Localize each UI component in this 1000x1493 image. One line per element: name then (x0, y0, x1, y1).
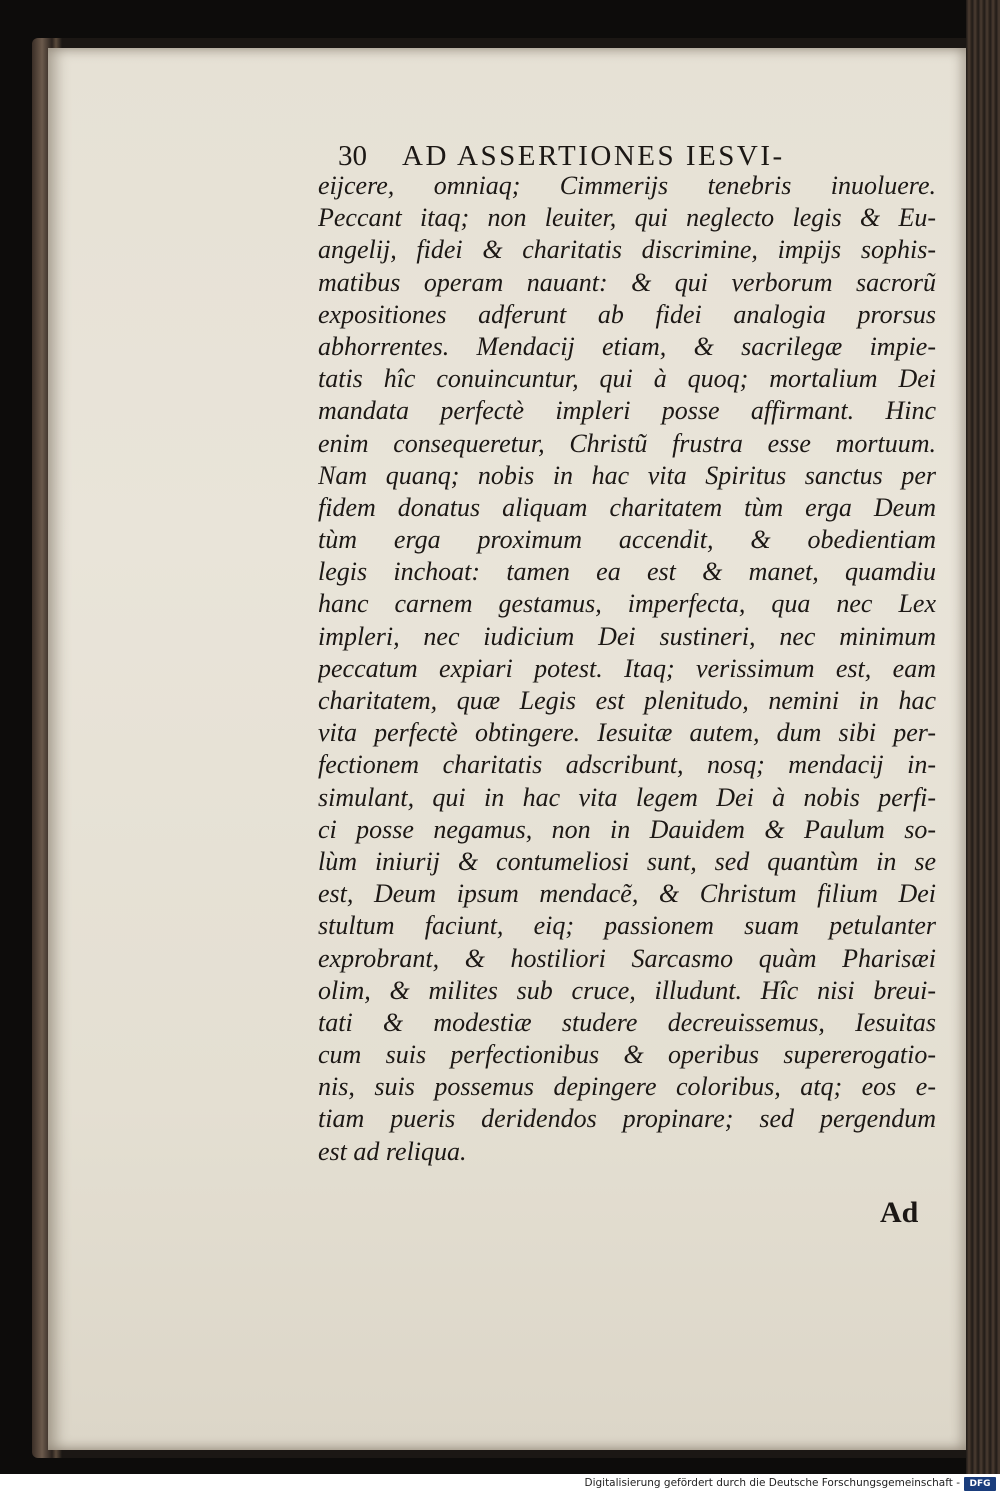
text-line: ci posse negamus, non in Dauidem & Paulum so- (318, 814, 936, 844)
text-line: fidem donatus aliquam charitatem tùm erga Deum (318, 492, 936, 522)
dfg-logo: DFG (964, 1477, 996, 1491)
text-line: charitatem, quæ Legis est plenitudo, nemini in hac (318, 686, 936, 715)
text-line: Nam quanq; nobis in hac vita Spiritus sanctus per (318, 460, 936, 490)
text-line: cum suis perfectionibus & operibus supererogatio- (318, 1040, 936, 1070)
digitization-credit: Digitalisierung gefördert durch die Deutsche Forschungsgemeinschaft - (584, 1477, 960, 1489)
text-line: vita perfectè obtingere. Iesuitæ autem, dum sibi per- (318, 718, 936, 748)
text-line: peccatum expiari potest. Itaq; verissimum est, eam (318, 653, 936, 683)
text-line: tiam pueris deridendos propinare; sed pergendum (318, 1104, 936, 1134)
text-line: abhorrentes. Mendacij etiam, & sacrilegæ impie- (318, 331, 936, 361)
text-line: nis, suis possemus depingere coloribus, atq; eos e- (318, 1072, 936, 1102)
text-line: stultum faciunt, eiq; passionem suam petulanter (318, 911, 936, 941)
text-line: est ad reliqua. (318, 1136, 467, 1166)
text-line: exprobrant, & hostiliori Sarcasmo quàm Pharisæi (318, 943, 936, 973)
page-number: 30 (338, 140, 367, 172)
text-line: tati & modestiæ studere decreuissemus, Iesuitas (318, 1007, 936, 1037)
text-line: lùm iniurij & contumeliosi sunt, sed quantùm in se (318, 846, 936, 876)
catchword: Ad (880, 1196, 919, 1229)
text-line: olim, & milites sub cruce, illudunt. Hîc nisi breui- (318, 975, 936, 1005)
running-head-title: AD ASSERTIONES IESVI- (402, 140, 785, 172)
text-line: enim consequeretur, Christũ frustra esse mortuum. (318, 428, 936, 458)
text-line: tatis hîc conuincuntur, qui à quoq; mortalium Dei (318, 364, 936, 394)
text-line: hanc carnem gestamus, imperfecta, qua nec Lex (318, 589, 936, 619)
text-line: tùm erga proximum accendit, & obedientiam (318, 525, 936, 555)
text-line: angelij, fidei & charitatis discrimine, impijs sophis- (318, 235, 936, 265)
text-line: eijcere, omniaq; Cimmerijs tenebris inuoluere. (318, 171, 936, 200)
text-line: est, Deum ipsum mendacẽ, & Christum filium Dei (318, 879, 936, 909)
text-line: matibus operam nauant: & qui verborum sacrorũ (318, 267, 936, 297)
body-text (318, 170, 936, 1168)
text-line: simulant, qui in hac vita legem Dei à nobis perfi- (318, 782, 936, 812)
text-line: mandata perfectè impleri posse affirmant. Hinc (318, 396, 936, 426)
text-line: impleri, nec iudicium Dei sustineri, nec minimum (318, 621, 936, 651)
text-line: Peccant itaq; non leuiter, qui neglecto legis & Eu- (318, 203, 936, 233)
text-line: legis inchoat: tamen ea est & manet, quamdiu (318, 557, 936, 587)
page-stack-edge (966, 0, 1000, 1474)
text-line: expositiones adferunt ab fidei analogia prorsus (318, 299, 936, 329)
text-line: fectionem charitatis adscribunt, nosq; mendacij in- (318, 750, 936, 780)
